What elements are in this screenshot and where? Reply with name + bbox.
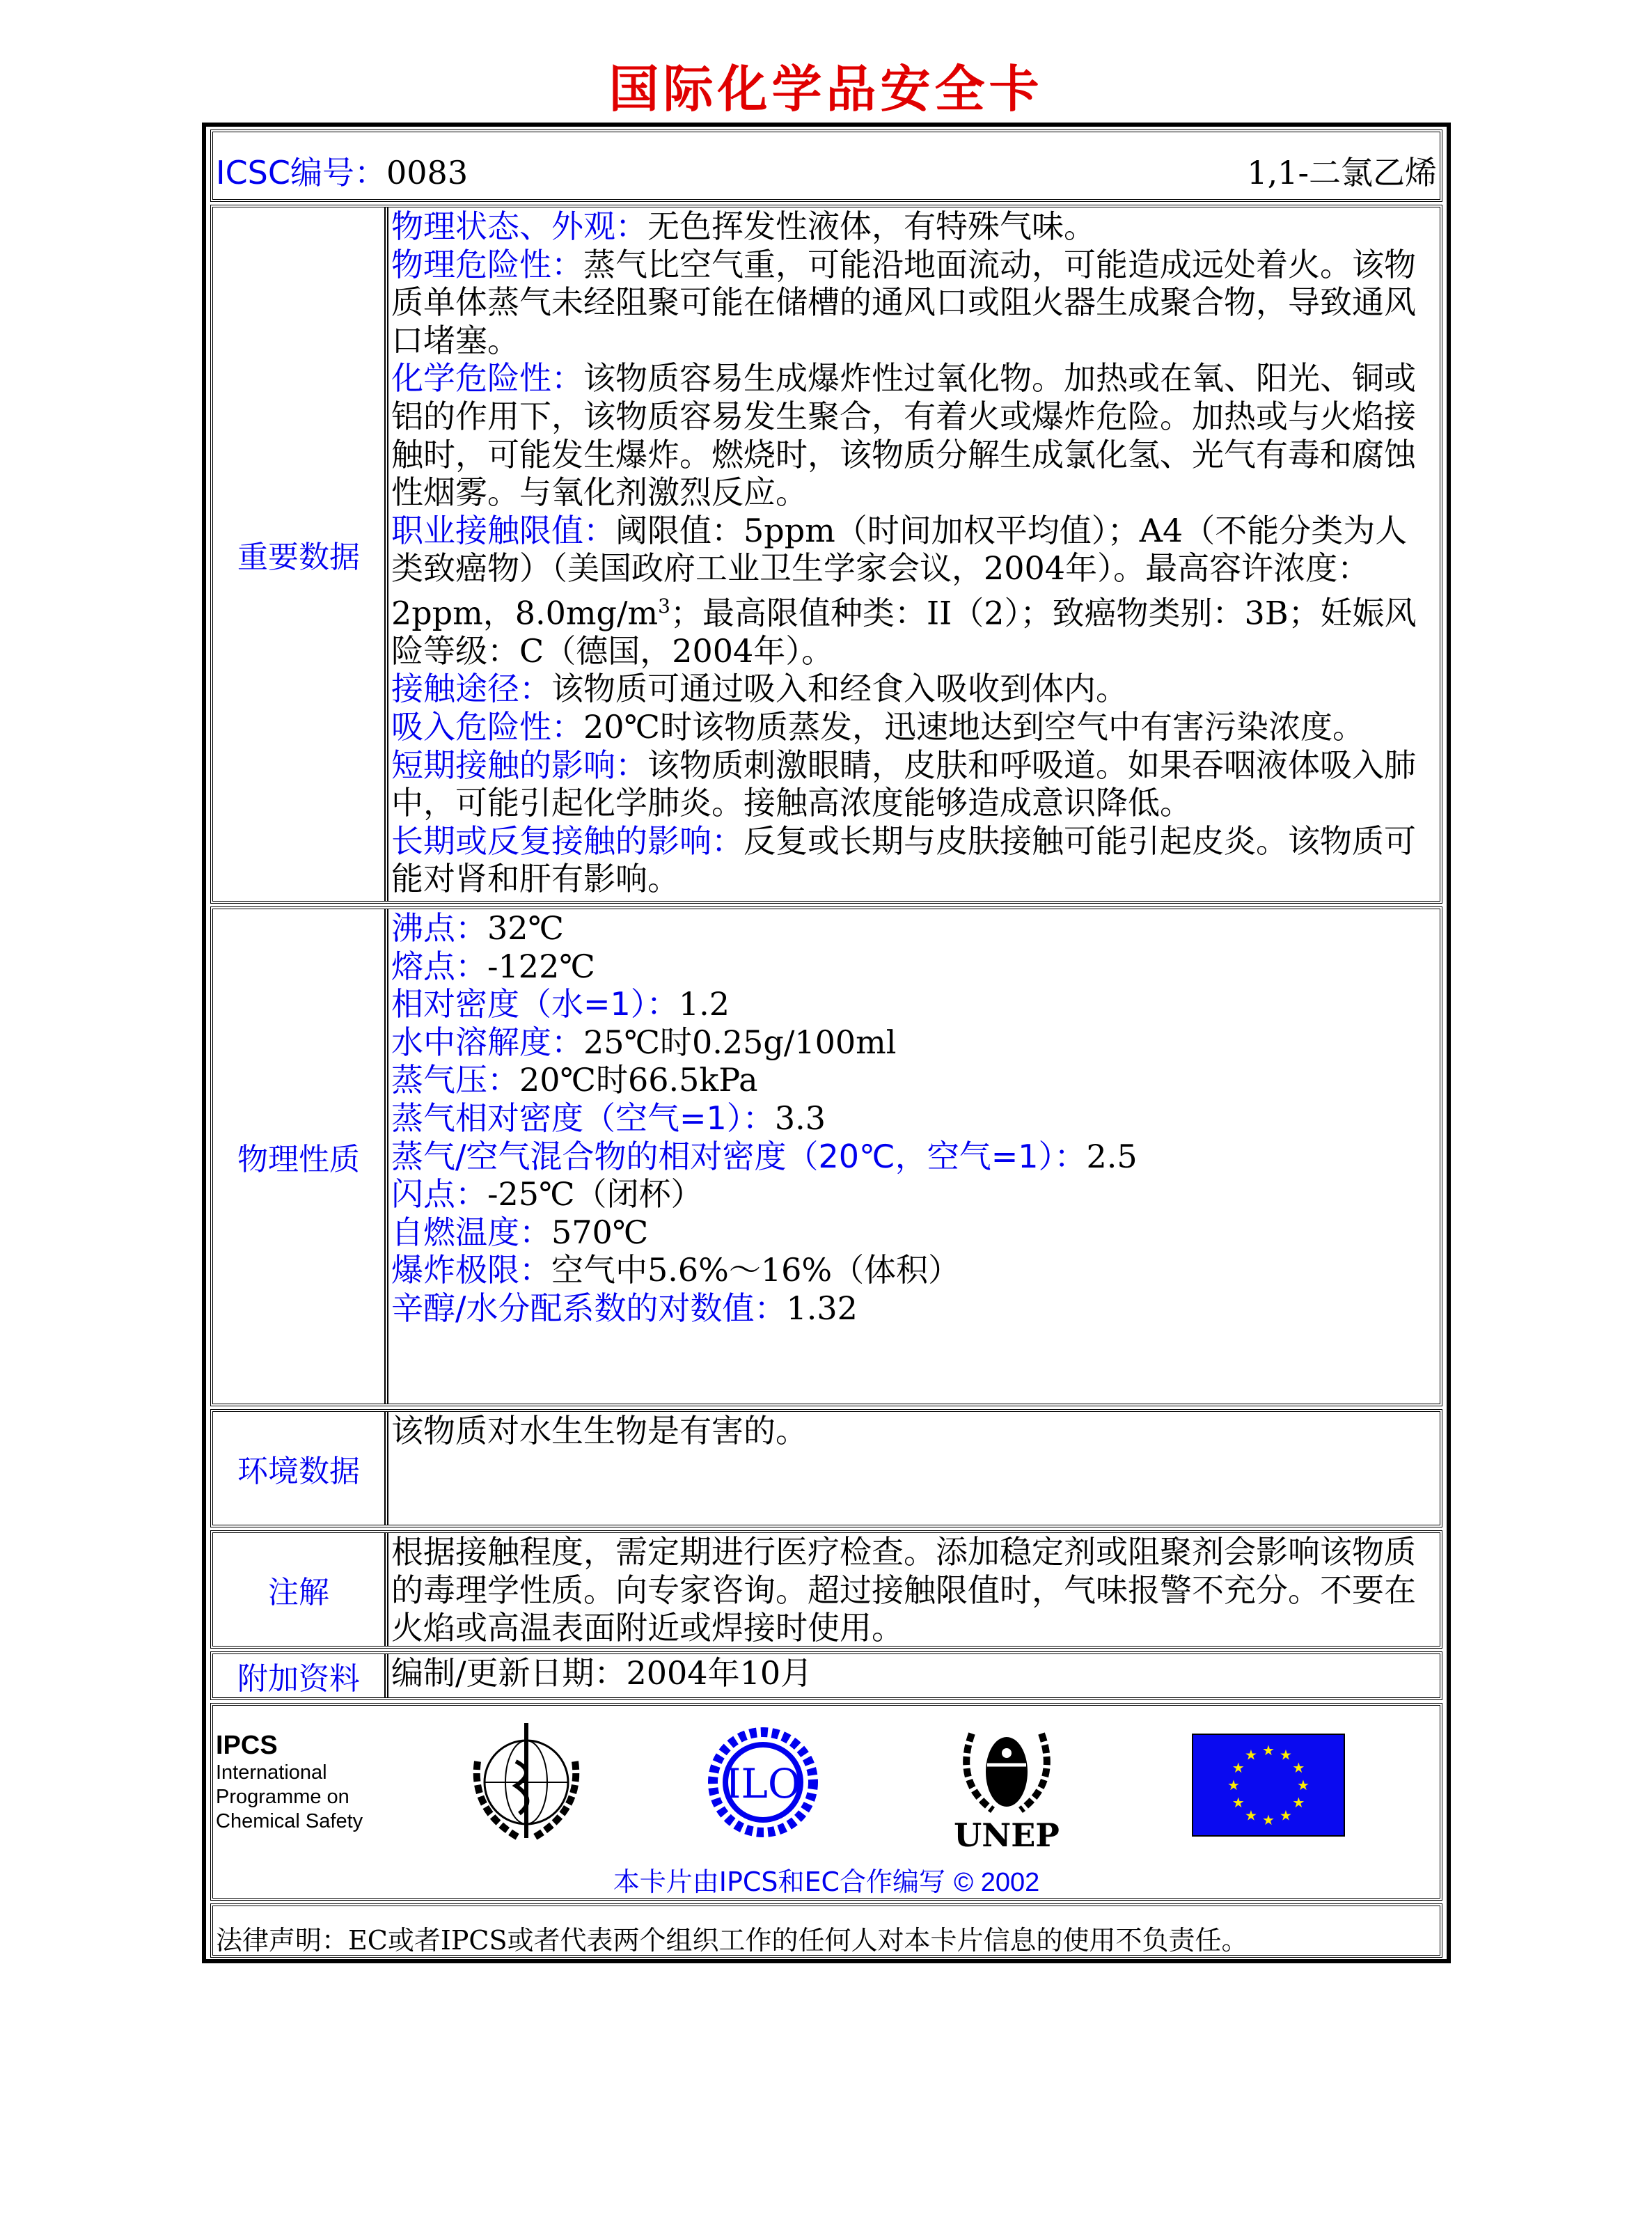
- field-value: -122℃: [487, 947, 595, 985]
- eu-star-icon: ★: [1245, 1807, 1257, 1824]
- eu-star-icon: ★: [1232, 1759, 1245, 1776]
- field-value: 该物质容易生成爆炸性过氧化物。加热或在氧、阳光、铜或铝的作用下，该物质容易发生聚合，有着火或爆炸危险。加热或与火焰接触时，可能发生爆炸。燃烧时，该物质分解生成氯化氢、光气有毒和腐蚀性烟雾。与氧化剂激烈反应。: [391, 359, 1416, 512]
- field-value: 蒸气比空气重，可能沿地面流动，可能造成远处着火。该物质单体蒸气未经阻聚可能在储槽的通风口或阻火器生成聚合物，导致通风口堵塞。: [391, 245, 1416, 359]
- field-value: 1.2: [678, 985, 730, 1023]
- field-label: 熔点：: [391, 947, 487, 985]
- eu-star-icon: ★: [1292, 1759, 1305, 1776]
- field-value: 570℃: [551, 1213, 649, 1251]
- field-label: 接触途径：: [391, 670, 551, 708]
- ilo-logo: [700, 1720, 826, 1845]
- data-field: [391, 246, 1430, 360]
- data-field: [391, 1175, 1430, 1213]
- field-value: 空气中5.6%～16%（体积）: [551, 1251, 961, 1289]
- ipcs-line: Programme on: [216, 1786, 349, 1808]
- field-value: 20℃时66.5kPa: [519, 1061, 758, 1099]
- field-label: 自燃温度：: [391, 1213, 551, 1251]
- field-label: 爆炸极限：: [391, 1251, 551, 1289]
- field-value: -25℃（闭杯）: [487, 1175, 703, 1213]
- data-field: [391, 948, 1430, 986]
- section-label: 附加资料: [213, 1654, 388, 1697]
- data-field: [391, 1138, 1430, 1176]
- field-label: 蒸气相对密度（空气=1）：: [391, 1099, 775, 1137]
- eu-star-icon: ★: [1232, 1794, 1245, 1811]
- legal-text: EC或者IPCS或者代表两个组织工作的任何人对本卡片信息的使用不负责任。: [348, 1925, 1248, 1956]
- field-label: 物理状态、外观：: [391, 207, 647, 245]
- data-field: [391, 359, 1430, 511]
- eu-star-icon: ★: [1245, 1746, 1257, 1763]
- field-value: 该物质可通过吸入和经食入吸收到体内。: [551, 670, 1128, 708]
- field-label: 水中溶解度：: [391, 1023, 583, 1061]
- field-value: 无色挥发性液体，有特殊气味。: [647, 207, 1096, 245]
- section-label: 重要数据: [213, 207, 388, 901]
- field-value: 该物质刺激眼睛，皮肤和呼吸道。如果吞咽液体吸入肺中，可能引起化学肺炎。接触高浓度能够造成意识降低。: [391, 746, 1416, 822]
- data-field: [391, 512, 1430, 670]
- ipcs-line: Chemical Safety: [216, 1810, 363, 1832]
- environment-section: [210, 1409, 1442, 1527]
- eu-flag: [1192, 1734, 1345, 1837]
- field-value: 反复或长期与皮肤接触可能引起皮炎。该物质可能对肾和肝有影响。: [391, 822, 1416, 898]
- data-field: [391, 670, 1430, 708]
- field-label: 蒸气压：: [391, 1061, 519, 1099]
- field-value: 25℃时0.25g/100ml: [583, 1023, 897, 1061]
- eu-star-icon: ★: [1262, 1812, 1275, 1828]
- notes-text: 根据接触程度，需定期进行医疗检查。添加稳定剂或阻聚剂会影响该物质的毒理学性质。向专家咨询。超过接触限值时，气味报警不充分。不要在火焰或高温表面附近或焊接时使用。: [391, 1533, 1416, 1646]
- physical-properties-content: [388, 909, 1440, 1404]
- field-label: 闪点：: [391, 1175, 487, 1213]
- physical-properties-section: [210, 906, 1442, 1406]
- additional-text: 编制/更新日期：2004年10月: [391, 1654, 813, 1692]
- data-field: [391, 1061, 1430, 1099]
- data-field: [391, 1213, 1430, 1252]
- unep-text: UNEP: [954, 1816, 1060, 1852]
- data-field: [391, 1251, 1430, 1289]
- field-label: 吸入危险性：: [391, 708, 583, 746]
- notes-section: [210, 1530, 1442, 1649]
- field-label: 沸点：: [391, 909, 487, 947]
- field-value: 2.5: [1086, 1137, 1138, 1175]
- field-value: 阈限值：5ppm（时间加权平均值）；A4（不能分类为人类致癌物）（美国政府工业卫生学家会议，2004年）。最高容许浓度：2ppm，8.0mg/m: [391, 511, 1408, 632]
- field-label: 短期接触的影响：: [391, 746, 647, 784]
- data-field: [391, 822, 1430, 898]
- section-label: 环境数据: [213, 1412, 388, 1525]
- data-field: [391, 1289, 1430, 1328]
- important-data-section: [210, 205, 1442, 904]
- header-row: [210, 129, 1442, 202]
- page-title: 国际化学品安全卡: [608, 60, 1044, 118]
- eu-star-icon: ★: [1227, 1777, 1240, 1793]
- data-field: [391, 708, 1430, 746]
- field-value: 3.3: [774, 1099, 826, 1137]
- data-field: [391, 985, 1430, 1023]
- data-field: [391, 909, 1430, 948]
- ilo-text: ILO: [725, 1760, 801, 1807]
- field-value: ；最高限值种类：II（2）；致癌物类别：3B；妊娠风险等级：C（德国，2004年）。: [391, 594, 1417, 670]
- field-label: 物理危险性：: [391, 245, 583, 283]
- chemical-safety-card: [202, 123, 1451, 1963]
- data-field: [391, 1023, 1430, 1062]
- eu-star-icon: ★: [1292, 1794, 1305, 1811]
- copyright-text: © 2002: [954, 1868, 1040, 1897]
- eu-star-icon: ★: [1280, 1746, 1292, 1763]
- eu-star-icon: ★: [1262, 1742, 1275, 1759]
- footer-logos: [210, 1703, 1442, 1901]
- data-field: [391, 1099, 1430, 1138]
- eu-star-icon: ★: [1297, 1777, 1309, 1793]
- eu-star-icon: ★: [1280, 1807, 1292, 1824]
- data-field: [391, 746, 1430, 822]
- credit-text: 本卡片由IPCS和EC合作编写: [613, 1867, 946, 1897]
- field-label: 相对密度（水=1）：: [391, 985, 679, 1023]
- ipcs-block: [216, 1731, 363, 1834]
- environment-text: 该物质对水生生物是有害的。: [391, 1412, 808, 1450]
- section-label: 物理性质: [213, 909, 388, 1404]
- field-value: 1.32: [786, 1289, 858, 1327]
- superscript: 3: [658, 594, 670, 618]
- icsc-label: ICSC编号：: [216, 154, 387, 191]
- who-logo: [464, 1720, 589, 1845]
- field-label: 长期或反复接触的影响：: [391, 822, 744, 860]
- section-label: 注解: [213, 1533, 388, 1646]
- field-label: 辛醇/水分配系数的对数值：: [391, 1289, 787, 1327]
- field-value: 20℃时该物质蒸发，迅速地达到空气中有害污染浓度。: [583, 708, 1364, 746]
- unep-logo: [944, 1720, 1069, 1852]
- field-value: 32℃: [487, 909, 564, 947]
- important-data-content: [388, 207, 1440, 901]
- ipcs-title: IPCS: [216, 1731, 278, 1760]
- legal-row: [210, 1903, 1442, 1958]
- field-label: 化学危险性：: [391, 359, 583, 398]
- field-label: 蒸气/空气混合物的相对密度（20℃，空气=1）：: [391, 1137, 1087, 1175]
- additional-section: [210, 1651, 1442, 1700]
- field-label: 职业接触限值：: [391, 511, 615, 549]
- chemical-name: 1,1-二氯乙烯: [1247, 154, 1437, 191]
- legal-label: 法律声明：: [216, 1925, 349, 1956]
- icsc-number: 0083: [386, 154, 469, 191]
- ipcs-line: International: [216, 1761, 327, 1784]
- data-field: [391, 207, 1430, 246]
